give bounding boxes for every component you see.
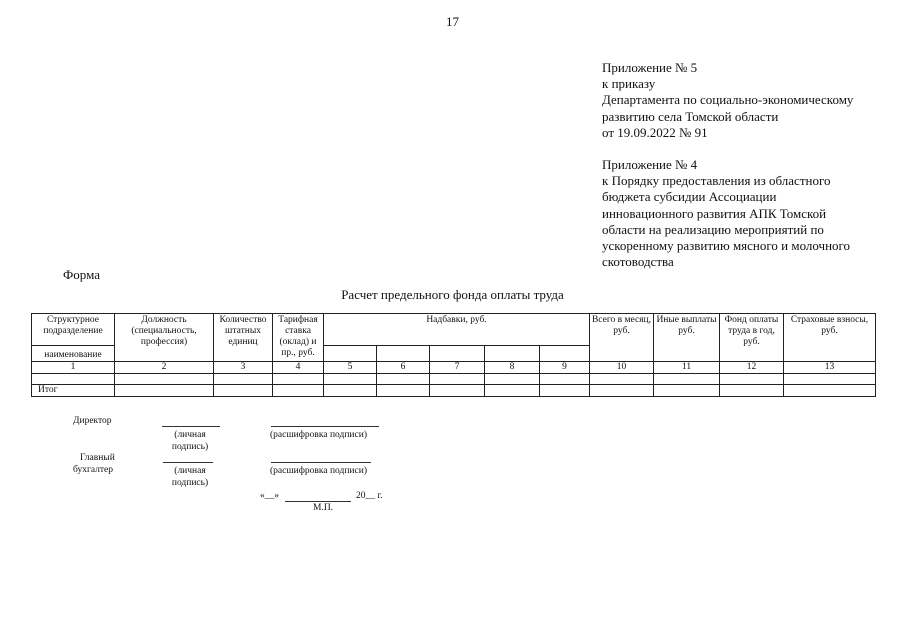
- header-unit-name: наименование: [32, 346, 115, 362]
- table-cell: [377, 374, 430, 385]
- appendix4-line: к Порядку предоставления из областного: [602, 173, 831, 189]
- appendix4-line: области на реализацию мероприятий по: [602, 221, 824, 237]
- table-cell: [377, 385, 430, 397]
- column-number: 3: [214, 362, 273, 374]
- director-label: Директор: [73, 416, 112, 426]
- column-number: 2: [115, 362, 214, 374]
- column-number: 13: [784, 362, 876, 374]
- appendix5-line: к приказу: [602, 76, 656, 92]
- spacer: [602, 141, 892, 157]
- director-transcript-caption: (расшифровка подписи): [270, 430, 367, 440]
- total-label: Итог: [32, 385, 115, 397]
- column-number: 12: [720, 362, 784, 374]
- header-staff: Количество штатных единиц: [214, 314, 273, 362]
- table-cell: [115, 385, 214, 397]
- table-cell: [485, 385, 540, 397]
- chief-transcript-line: [271, 462, 371, 463]
- page-number: 17: [446, 14, 459, 29]
- appendix-header: [602, 60, 892, 270]
- director-signature-line: [162, 426, 220, 427]
- chief-accountant-label-2: бухгалтер: [73, 465, 114, 475]
- appendix4-line: бюджета субсидии Ассоциации: [602, 189, 777, 205]
- appendix4-line: ускоренному развитию мясного и молочного: [602, 238, 851, 254]
- table-cell: [540, 385, 590, 397]
- header-other: Иные выплаты руб.: [654, 314, 720, 362]
- date-month-line: [285, 501, 351, 502]
- total-row: [32, 385, 876, 397]
- table-cell: [540, 374, 590, 385]
- header-insurance: Страховые взносы, руб.: [784, 314, 876, 362]
- director-transcript-line: [271, 426, 379, 427]
- header-fund-year: Фонд оплаты труда в год, руб.: [720, 314, 784, 362]
- table-cell: [485, 374, 540, 385]
- form-label: Форма: [63, 267, 100, 282]
- appendix5-line: Департамента по социально-экономическому: [602, 92, 854, 108]
- table-row: [32, 374, 876, 385]
- header-position: Должность (специальность, профессия): [115, 314, 214, 362]
- director-signature-caption: (личная подпись): [171, 430, 209, 452]
- bonus-subcell: [540, 346, 590, 362]
- column-number: 5: [324, 362, 377, 374]
- column-number: 11: [654, 362, 720, 374]
- seal-label: М.П.: [313, 503, 334, 513]
- table-cell: [590, 374, 654, 385]
- table-cell: [720, 374, 784, 385]
- bonus-subcell: [324, 346, 377, 362]
- table-cell: [214, 385, 273, 397]
- column-number: 8: [485, 362, 540, 374]
- table-cell: [590, 385, 654, 397]
- chief-transcript-caption: (расшифровка подписи): [270, 466, 367, 476]
- column-number: 4: [273, 362, 324, 374]
- bonus-subcell: [485, 346, 540, 362]
- column-number: 1: [32, 362, 115, 374]
- table-cell: [784, 385, 876, 397]
- header-row: [32, 314, 876, 346]
- table-cell: [324, 385, 377, 397]
- table-cell: [784, 374, 876, 385]
- table-cell: [273, 374, 324, 385]
- bonus-subcell: [430, 346, 485, 362]
- appendix4-line: скотоводства: [602, 254, 674, 270]
- chief-accountant-label-1: Главный: [80, 453, 115, 463]
- table-cell: [430, 374, 485, 385]
- column-number: 9: [540, 362, 590, 374]
- chief-signature-line: [163, 462, 213, 463]
- column-number: 7: [430, 362, 485, 374]
- payroll-table: [31, 313, 876, 397]
- table-cell: [273, 385, 324, 397]
- appendix5-line: от 19.09.2022 № 91: [602, 124, 708, 140]
- table-cell: [324, 374, 377, 385]
- header-month-total: Всего в месяц, руб.: [590, 314, 654, 362]
- appendix4-line: Приложение № 4: [602, 157, 698, 173]
- column-number: 6: [377, 362, 430, 374]
- appendix4-line: инновационного развития АПК Томской: [602, 205, 827, 221]
- header-bonuses: Надбавки, руб.: [324, 314, 590, 346]
- table-cell: [430, 385, 485, 397]
- column-number: 10: [590, 362, 654, 374]
- date-year: 20__ г.: [356, 491, 383, 501]
- date-day: «__»: [260, 491, 279, 501]
- chief-signature-caption: (личная подпись): [171, 466, 209, 488]
- column-numbers-row: [32, 362, 876, 374]
- table-cell: [214, 374, 273, 385]
- document-title: Расчет предельного фонда оплаты труда: [341, 287, 564, 302]
- appendix5-line: Приложение № 5: [602, 60, 698, 75]
- header-rate: Тарифная ставка (оклад) и пр., руб.: [273, 314, 324, 362]
- table-cell: [654, 385, 720, 397]
- table-cell: [115, 374, 214, 385]
- appendix5-line: развитию села Томской области: [602, 108, 779, 124]
- table-cell: [654, 374, 720, 385]
- header-unit: Структурное подразделение: [32, 314, 115, 346]
- table-cell: [32, 374, 115, 385]
- bonus-subcell: [377, 346, 430, 362]
- table-cell: [720, 385, 784, 397]
